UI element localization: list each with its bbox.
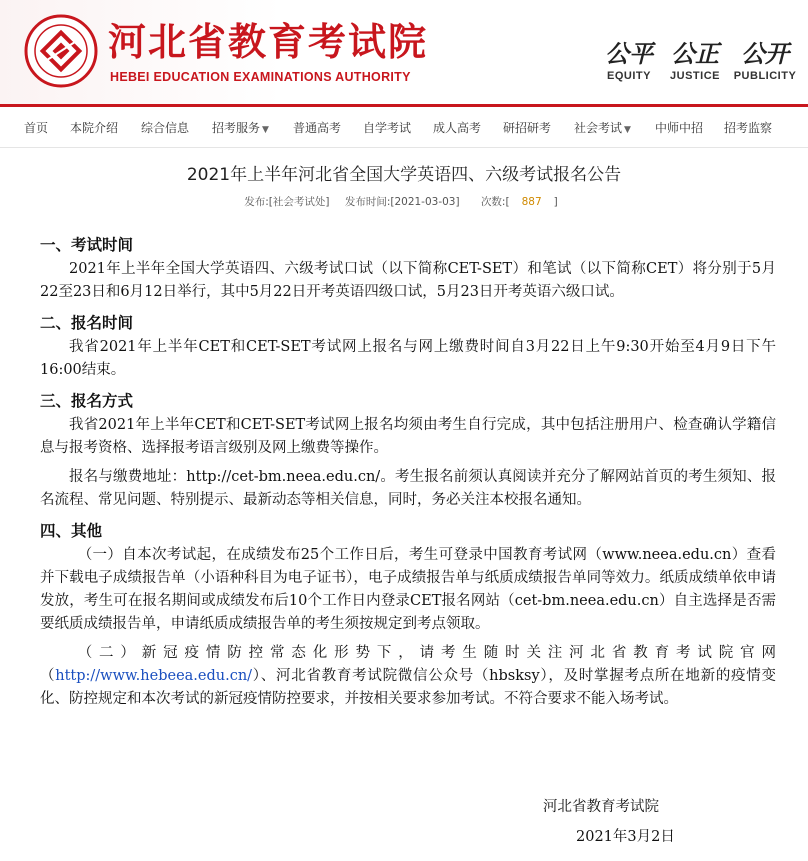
meta-publisher: 发布:[社会考试处] xyxy=(244,196,330,208)
section-3-paragraph-1: 我省2021年上半年CET和CET-SET考试网上报名均须由考生自行完成，其中包括注册用户、检查确认学籍信息与报考资格、选择报考语言级别及网上缴费等操作。 xyxy=(40,417,776,456)
org-subtitle: HEBEI EDUCATION EXAMINATIONS AUTHORITY xyxy=(110,70,411,84)
nav-item-supervision[interactable] xyxy=(724,119,772,136)
nav-item-zhongzhao[interactable] xyxy=(655,119,703,136)
motto-publicity-cn: 公开 xyxy=(741,39,789,68)
chevron-down-icon: ▼ xyxy=(624,125,631,135)
signature-org: 河北省教育考试院 xyxy=(543,799,659,815)
motto-publicity xyxy=(730,40,800,82)
motto-equity-cn: 公平 xyxy=(605,39,653,68)
nav-item-social[interactable] xyxy=(574,119,631,136)
section-heading-2: 二、报名时间 xyxy=(40,314,134,332)
section-4-paragraph-1: （一）自本次考试起，在成绩发布25个工作日后，考生可登录中国教育考试网（www.neea.edu.cn）查看并下载电子成绩报告单（小语种科目为电子证书），电子成绩报告单与纸质成绩报告单同等效力。纸质成绩单依申请发放，考生可在报名期间或成绩发布后10个工作日内登录CET报名网站（cet-bm.neea.edu.cn）自主选择是否需要纸质成绩报告单，申请纸质成绩报告单的考生须按规定到考点领取。 xyxy=(40,547,776,632)
page-title: 2021年上半年河北省全国大学英语四、六级考试报名公告 xyxy=(186,165,622,185)
motto-publicity-en: PUBLICITY xyxy=(733,70,797,82)
nav-item-label: 综合信息 xyxy=(141,121,190,135)
meta-views: 887 xyxy=(521,196,542,208)
nav-item-graduate[interactable] xyxy=(503,119,551,136)
nav-item-news[interactable] xyxy=(141,119,189,136)
org-title: 河北省教育考试院 xyxy=(108,19,429,64)
motto-justice-cn: 公正 xyxy=(671,39,719,68)
section-4-p2-post: ）、河北省教育考试院微信公众号（hbsksy），及时掌握考点所在地新的疫情变化、防控规定和本次考试的新冠疫情防控要求，并按相关要求参加考试。不符合要求不能入场考试。 xyxy=(40,668,777,707)
nav-item-label: 成人高考 xyxy=(433,121,482,135)
meta-date: 发布时间:[2021-03-03] xyxy=(344,196,460,208)
meta-views-label: 次数:[ xyxy=(480,196,510,208)
nav-item-self-study[interactable] xyxy=(363,119,411,136)
nav-item-label: 招考服务 xyxy=(212,121,261,135)
section-4-paragraph-2 xyxy=(40,642,776,711)
nav-item-label: 首页 xyxy=(24,121,49,135)
section-3-paragraph-2: 报名与缴费地址：http://cet-bm.neea.edu.cn/。考生报名前须认真阅读并充分了解网站首页的考生须知、报名流程、常见问题、特别提示、最新动态等相关信息，同时，务必关注本校报名通知。 xyxy=(40,469,776,508)
logo-seal-icon[interactable] xyxy=(24,14,98,88)
nav-item-label: 招考监察 xyxy=(724,121,773,135)
main-nav xyxy=(0,104,808,148)
nav-item-services[interactable] xyxy=(212,119,269,136)
meta-views-wrap xyxy=(475,196,564,208)
article-meta xyxy=(0,194,808,209)
meta-views-close: ] xyxy=(553,196,558,208)
motto-equity xyxy=(594,40,664,82)
official-site-link[interactable]: http://www.hebeea.edu.cn/ xyxy=(55,668,253,684)
nav-item-label: 研招研考 xyxy=(503,121,552,135)
nav-item-label: 自学考试 xyxy=(363,121,412,135)
nav-item-label: 中师中招 xyxy=(655,121,704,135)
nav-item-label: 普通高考 xyxy=(293,121,342,135)
section-1-paragraph: 2021年上半年全国大学英语四、六级考试口试（以下简称CET-SET）和笔试（以下简称CET）将分别于5月22至23日和6月12日举行，其中5月22日开考英语四级口试，5月23日开考英语六级口试。 xyxy=(40,261,776,300)
nav-item-gaokao[interactable] xyxy=(293,119,341,136)
motto-equity-en: EQUITY xyxy=(607,70,651,82)
nav-item-home[interactable] xyxy=(24,119,48,136)
nav-item-adult[interactable] xyxy=(433,119,481,136)
motto-justice xyxy=(660,40,730,82)
article-body xyxy=(40,232,776,717)
nav-item-label: 本院介绍 xyxy=(70,121,119,135)
signature-date: 2021年3月2日 xyxy=(576,829,675,845)
section-heading-1: 一、考试时间 xyxy=(40,236,134,254)
nav-item-label: 社会考试 xyxy=(574,121,623,135)
chevron-down-icon: ▼ xyxy=(262,125,269,135)
site-header xyxy=(0,0,808,104)
section-2-paragraph: 我省2021年上半年CET和CET-SET考试网上报名与网上缴费时间自3月22日上午9:30开始至4月9日下午16:00结束。 xyxy=(40,339,776,378)
section-heading-3: 三、报名方式 xyxy=(40,392,134,410)
nav-item-about[interactable] xyxy=(70,119,118,136)
section-heading-4: 四、其他 xyxy=(40,522,103,540)
section-4-p2-pre: （二）新冠疫情防控常态化形势下，请考生随时关注河北省教育考试院官网（ xyxy=(40,645,776,684)
motto-justice-en: JUSTICE xyxy=(670,70,720,82)
